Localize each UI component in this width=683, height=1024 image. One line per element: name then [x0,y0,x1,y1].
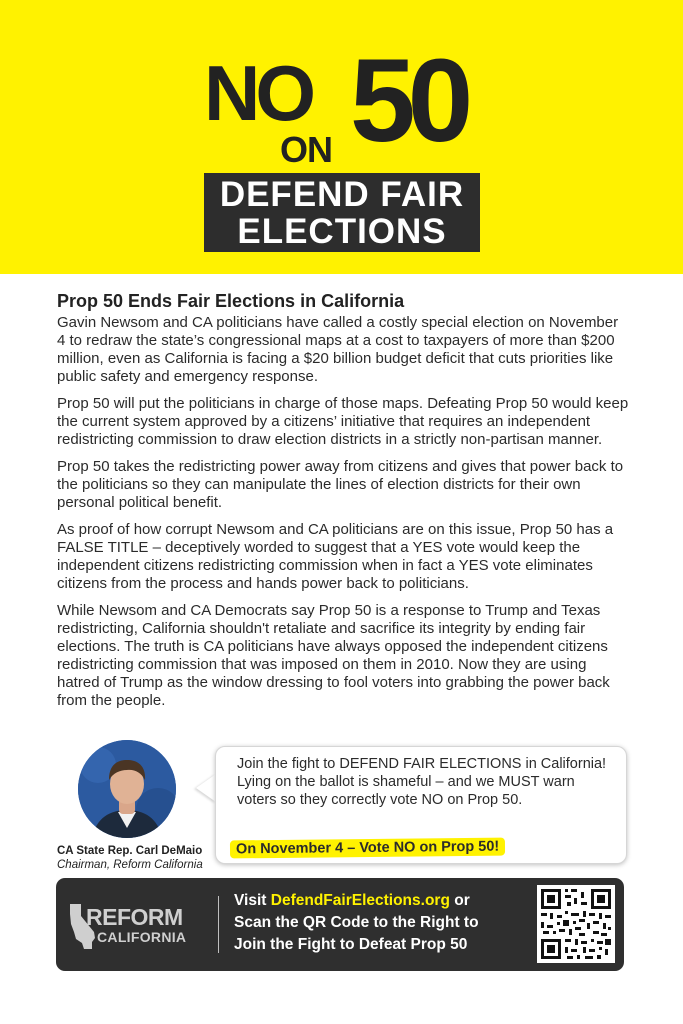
article-paragraph-2: Prop 50 will put the politicians in charge of those maps. Defeating Prop 50 would keep the current system approved by a citizens’ initiative that requires an independent redistricting commission to draw election districts in a strictly non-partisan manner. [57,395,629,448]
footer-divider [218,896,219,953]
reform-california-logo [68,900,220,952]
speaker-name: CA State Rep. Carl DeMaio [57,845,203,857]
speech-bubble-tail [196,774,216,802]
speech-bubble [215,746,627,864]
cta-suffix: or [449,892,470,909]
logo-tagline-box [204,173,480,252]
website-link[interactable]: DefendFairElections.org [270,892,450,909]
no-on-50-logo [204,35,480,252]
quote-text: Join the fight to DEFEND FAIR ELECTIONS in California! Lying on the ballot is shameful – and we MUST warn voters so they correctly vote NO on Prop 50. [237,756,607,808]
logo-number-text: 50 [350,35,466,167]
logo-on-text: ON [280,129,332,170]
cta-line-3: Join the Fight to Defeat Prop 50 [234,936,468,953]
cta-line-1 [234,890,534,912]
footer-bar [56,878,624,971]
article-paragraph-3: Prop 50 takes the redistricting power away from citizens and gives that power back to the politicians so they can manipulate the lines of election districts for their own personal political benefit. [57,458,624,511]
article-heading: Prop 50 Ends Fair Elections in California [57,291,405,311]
qr-code[interactable] [537,885,615,963]
logo-tagline-line2: ELECTIONS [237,212,447,251]
portrait-photo [78,740,176,838]
vote-no-highlight: On November 4 – Vote NO on Prop 50! [230,838,505,859]
speaker-title: Chairman, Reform California [57,859,203,871]
header-banner [0,0,683,274]
cta-prefix: Visit [234,892,271,909]
article-paragraph-5: While Newsom and CA Democrats say Prop 50 is a response to Trump and Texas redistricting, California shouldn't retaliate and sacrifice its integrity by ending fair elections. The truth is CA politicians have always opposed the independent citizens redistricting commission that was imposed on them in 2010. Now they are using hatred of Trump as the window dressing to fool voters into grabbing the power back from the people. [57,602,610,709]
call-to-action [234,890,534,956]
brand-california: CALIFORNIA [97,929,187,945]
article-paragraph-4: As proof of how corrupt Newsom and CA politicians are on this issue, Prop 50 has a FALSE TITLE – deceptively worded to suggest that a YES vote would keep the independent citizens redistricting commission when in fact a YES vote eliminates citizens from the process and hands power back to politicians. [57,521,614,592]
logo-no-text: NO [204,49,311,137]
article [57,290,629,719]
logo-tagline-line1: DEFEND FAIR [219,175,465,214]
brand-reform: REFORM [86,904,183,930]
cta-line-2: Scan the QR Code to the Right to [234,914,479,931]
article-paragraph-1: Gavin Newsom and CA politicians have called a costly special election on November 4 to redraw the state’s congressional maps at a cost to taxpayers of more than $200 million, even as California is facing a $20 billion budget deficit that cuts priorities like public safety and emergency response. [57,314,619,385]
